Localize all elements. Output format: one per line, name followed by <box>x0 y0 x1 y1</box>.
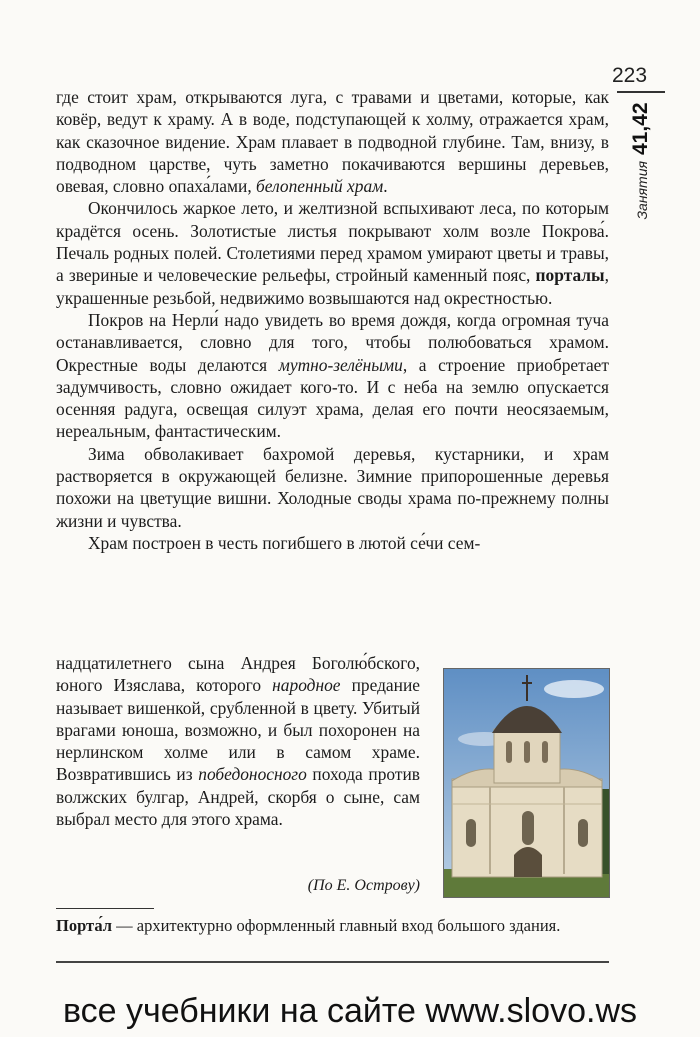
text-run: Окончилось жаркое лето, и желтизной вспыхивают леса, по которым крадётся осень. Золотистые листья покрывают холм возле Покрова́. Печаль родных полей. Столетиями перед храмом умирают цветы и травы, а звериные и человеческие рельефы, стройный каменный пояс, <box>56 198 609 286</box>
paragraph <box>56 443 609 532</box>
text-run: Покров на Нерли́ надо увидеть во время дождя, когда огромная туча останавливается, словно для того, чтобы полюбоваться храмом. Окрестные воды делаются <box>56 309 609 375</box>
glossary-term: Порта́л <box>56 916 113 935</box>
lesson-numbers: 41,42 <box>629 101 652 155</box>
italic-phrase: победоносного <box>198 764 307 785</box>
paragraph <box>56 532 609 554</box>
glossary-bottom-rule <box>56 961 609 963</box>
lesson-side-label <box>618 98 664 223</box>
page-number: 223 <box>612 64 648 87</box>
church-photo <box>443 668 610 898</box>
paragraph <box>56 652 420 830</box>
paragraph <box>56 86 609 197</box>
text-run: . <box>383 176 388 197</box>
glossary-note <box>56 915 609 936</box>
text-run: , украшенные резьбой, недвижимо возвышаются над окрестностью. <box>56 265 609 308</box>
italic-phrase: мутно-зелёными <box>278 354 403 375</box>
text-run: Зима обволакивает бахромой деревья, кустарники, и храм растворяется в окружающей белизне. Зимние припорошенные деревья похожи на цветущие вишни. Холодные своды храма по-прежнему полны жизни и чувства. <box>56 443 609 531</box>
text-run: предание называет вишенкой, срубленной в цвету. Убитый врагами юноша, возможно, и был похоронен на нерлинском холме или в самом храме. Возвратившись из <box>56 675 420 785</box>
text-run: Храм построен в честь погибшего в лютой се́чи сем- <box>88 532 481 553</box>
bold-term: порталы <box>535 265 605 286</box>
italic-phrase: белопенный храм <box>256 176 384 197</box>
text-run: , а строение приобретает задумчивость, словно ожидает кого-то. И с неба на землю опускается осенняя радуга, освещая силуэт храма, делая его почти неосязаемым, нереальным, фантастическим. <box>56 354 609 442</box>
source-attribution: (По Е. Острову) <box>307 877 420 894</box>
lesson-label: Занятия <box>634 160 650 220</box>
glossary-definition: — архитектурно оформленный главный вход большого здания. <box>112 916 561 935</box>
site-watermark-footer: все учебники на сайте www.slovo.ws <box>62 992 637 1030</box>
text-run: похода против волжских булгар, Андрей, скорбя о сыне, сам выбрал место для этого храма. <box>56 764 420 830</box>
paragraph <box>56 197 609 308</box>
church-illustration <box>444 669 609 897</box>
side-rule <box>617 91 665 93</box>
wrapped-paragraph <box>56 652 420 830</box>
glossary-divider <box>56 908 154 909</box>
main-text <box>56 86 609 554</box>
text-run: где стоит храм, открываются луга, с травами и цветами, которые, как ковёр, ведут к храму. А в воде, подступающей к холму, отражается храм, как сказочное видение. Храм плавает в подводной глубине. Там, внизу, в подводном царстве, чуть заметно покачиваются вершины деревьев, овевая, словно опаха́лами, <box>56 87 609 197</box>
text-run: надцатилетнего сына Андрея Боголю́бского, юного Изяслава, которого <box>56 653 420 696</box>
italic-phrase: народное <box>272 675 341 696</box>
paragraph <box>56 309 609 443</box>
